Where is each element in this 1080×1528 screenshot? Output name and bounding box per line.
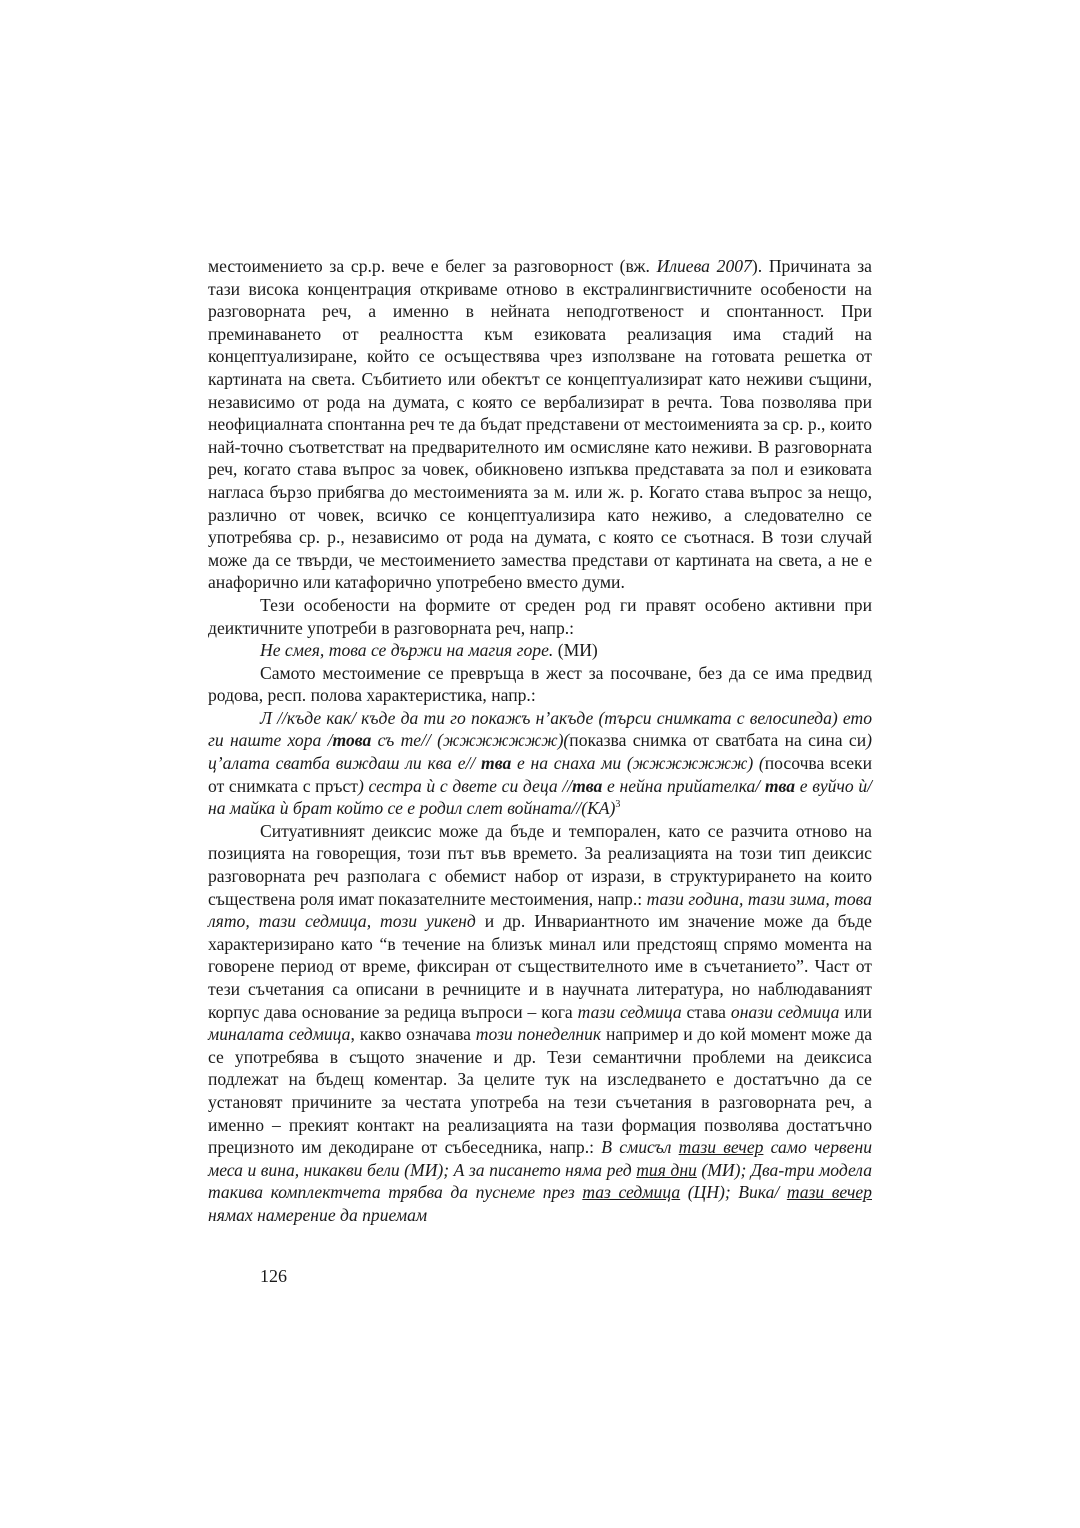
paragraph (208, 639, 872, 662)
italic-text: тва (572, 775, 603, 796)
text-run: става (681, 1001, 731, 1022)
paragraph (208, 662, 872, 707)
paragraph (208, 820, 872, 1227)
italic-text: В смисъл (601, 1137, 679, 1158)
italic-text: онази седмица (730, 1001, 840, 1022)
text-run: например и до кой момент може да се употребява в същото значение и др. Тези семантични проблеми на деиксиса подлежат на бъдещ коментар. За целите тук на изследването е достатъчно да се установят причините за честата употреба на тези съчетания в разговорната реч, а именно – прекият контакт на реализацията на тази формация позволява достатъчно прецизното им декодиране от събеседника, напр.: (208, 1024, 873, 1158)
page-number: 126 (260, 1266, 287, 1286)
underlined-example: тия дни (636, 1159, 697, 1180)
italic-text: ) сестра ѝ с двете си деца // (357, 775, 573, 796)
paragraph (208, 594, 872, 639)
italic-text: е на снаха ми (жжжжжжж) ( (511, 753, 765, 774)
body-text (208, 255, 872, 1227)
italic-text: тази седмица (577, 1001, 682, 1022)
text-run: посочва всеки от снимката с пръст (208, 753, 873, 796)
italic-text: този понеделник (475, 1024, 602, 1045)
text-run: (МИ) (553, 640, 598, 661)
text-run: местоимението за ср.р. вече е белег за разговорност (вж. (208, 256, 657, 276)
italic-text: Илиева 2007 (656, 256, 752, 276)
italic-text: това (332, 730, 372, 751)
underlined-example: тази вечер (678, 1137, 764, 1158)
italic-text: е нейна прийателка/ (602, 775, 765, 796)
italic-text: Не смея, това се държи на магия горе. (260, 640, 554, 661)
italic-text: (ЦН); Вика/ (680, 1182, 787, 1203)
italic-text: е вуйчо ѝ/на майка ѝ брат който се е родил слет войната//(КА) (208, 775, 873, 819)
text-run: Тези особености на формите от среден род ги правят особено активни при деиктичните употреби в разговорната реч, напр.: (208, 594, 872, 638)
text-run: ). Причината за тази висока концентрация откриваме отново в екстралингвистичните особености на разговорната реч, а именно в нейната неподготвеност и спонтанност. При преминаването от реалността към езиковата реализация има стадий на концептуализиране, който се осъществява чрез използване на готовата решетка от картината на света. Събитието или обектът се концептуализират като неживи същини, независимо от рода на думата, с която се вербализират в речта. Това позволява при неофициалната спонтанна реч те да бъдат представени от местоименията за ср. р., които най-точно съответстват на предварителното им осмисляне като неживи. В разговорната реч, когато става въпрос за човек, обикновено изпъква представата за пол и езиковата нагласа бързо прибягва до местоименията за м. или ж. р. Когато става въпрос за нещо, различно от човек, всичко се концептуализира като неживо, а следователно се употребява ср. р., независимо от рода на думата, с която се съотнася. В този случай може да се твърди, че местоимението замества представи от картината на света, а не е анафорично или катафорично употребено вместо думи. (208, 256, 872, 593)
italic-text: съ те// (жжжжжжж)( (371, 730, 570, 751)
italic-text: нямах намерение да приемам (208, 1204, 428, 1225)
text-run: и др. Инвариантното им значение може да бъде характеризирано като “в течение на близък минал или предстоящ спрямо момента на говорене период от време, фиксиран от съществителното име в съчетанието”. Част от тези съчетания са описани в речниците и в научната литература, но наблюдаваният корпус дава основание за редица въпроси – кога (208, 911, 872, 1022)
footnote-marker: 3 (615, 799, 621, 811)
italic-text: само червени меса и вина, никакви бели (МИ); А за писането няма ред (208, 1137, 872, 1180)
italic-text: ) ц’алата сватба виждаш ли ква е// (208, 730, 872, 774)
paragraph (208, 255, 872, 594)
underlined-example: таз седмица (582, 1182, 681, 1203)
italic-text: тази година, тази зима, това лято, тази седмица, този уикенд (208, 888, 872, 932)
italic-text: (МИ); Два-три модела такива комплектчета трябва да пуснеме през (208, 1159, 872, 1203)
paragraph (208, 707, 872, 820)
italic-text: миналата седмица (208, 1024, 351, 1045)
text-run: Самото местоимение се превръща в жест за посочване, без да се има предвид родова, респ. полова характеристика, напр.: (208, 662, 872, 706)
text-run: , какво означава (350, 1024, 476, 1045)
italic-text: тва (481, 753, 512, 774)
italic-text: тва (764, 775, 796, 796)
italic-text: Л //къде как/ къде да ти го покажъ н’акъде (търси снимката с велосипеда) ето ги наште хора / (208, 707, 872, 751)
text-run: Ситуативният деиксис може да бъде и темпорален, като се разчита отново на позицията на говорещия, този път във времето. За реализацията на този тип деиксис разговорната реч разполага с обемист набор от изрази, в структурирането на които съществена роля имат показателните местоимения, напр.: (208, 820, 872, 909)
text-run: показва снимка от сватбата на сина си (569, 730, 867, 751)
text-run: или (839, 1001, 873, 1022)
underlined-example: тази вечер (786, 1182, 872, 1203)
